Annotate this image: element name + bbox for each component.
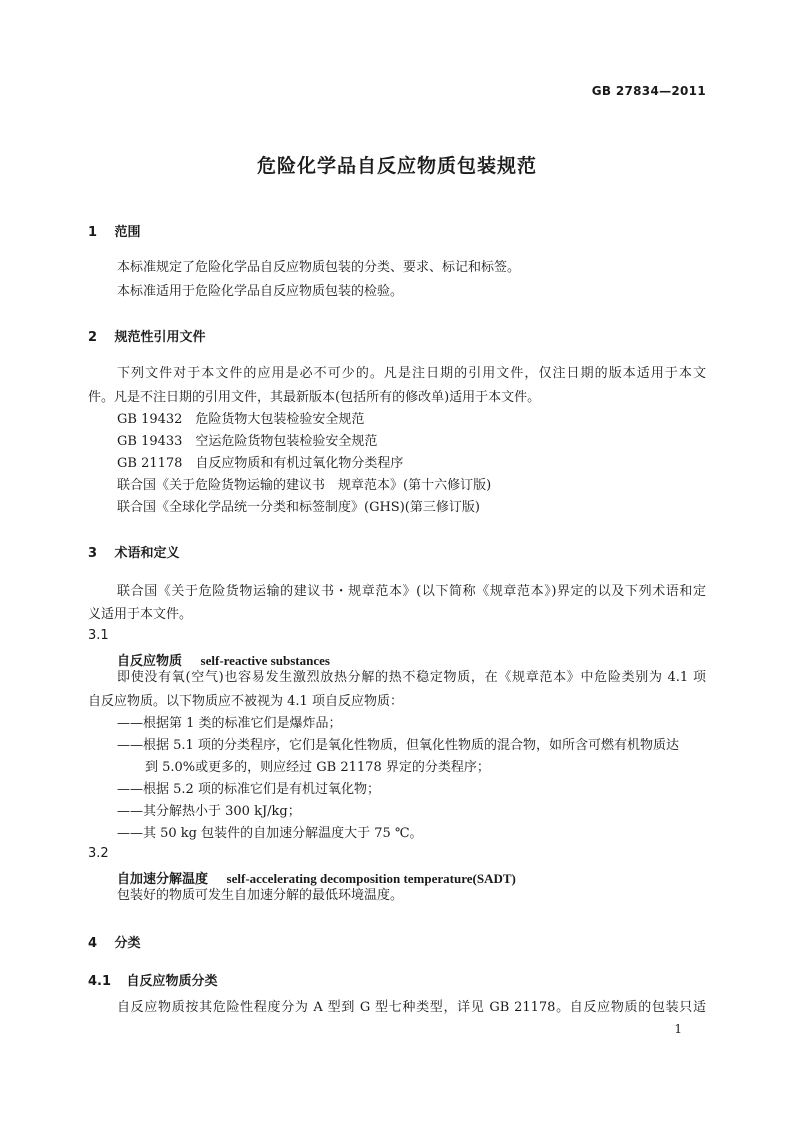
section-number: 2	[88, 330, 98, 345]
section-number: 1	[88, 225, 98, 240]
paragraph: 本标准规定了危险化学品自反应物质包装的分类、要求、标记和标签。	[117, 260, 521, 275]
reference-item: GB 19433 空运危险货物包装检验安全规范	[117, 434, 378, 449]
term-number: 3.2	[88, 846, 109, 861]
list-item: ——根据第 1 类的标准它们是爆炸品；	[117, 716, 342, 731]
standard-code: GB 27834—2011	[591, 84, 706, 98]
paragraph: 本标准适用于危险化学品自反应物质包装的检验。	[117, 284, 404, 299]
paragraph-line: 下列文件对于本文件的应用是必不可少的。凡是注日期的引用文件，仅注日期的版本适用于本文	[117, 366, 706, 381]
section-3-heading	[88, 542, 180, 561]
reference-item: 联合国《关于危险货物运输的建议书 规章范本》(第十六修订版)	[117, 478, 492, 493]
reference-item: 联合国《全球化学品统一分类和标签制度》(GHS)(第三修订版)	[117, 500, 480, 515]
term-heading	[117, 868, 516, 887]
section-title: 规范性引用文件	[114, 330, 206, 345]
list-item: ——根据 5.1 项的分类程序，它们是氧化性物质，但氧化性物质的混合物，如所含可燃有机物质达	[117, 738, 679, 753]
term-number: 3.1	[88, 628, 109, 643]
definition-line: 包装好的物质可发生自加速分解的最低环境温度。	[117, 888, 404, 903]
term-en: self-accelerating decomposition temperature(SADT)	[226, 871, 516, 886]
reference-item: GB 21178 自反应物质和有机过氧化物分类程序	[117, 456, 404, 471]
term-zh: 自加速分解温度	[117, 872, 209, 887]
section-title: 自反应物质分类	[126, 974, 218, 989]
section-2-heading	[88, 326, 206, 345]
paragraph-line: 自反应物质按其危险性程度分为 A 型到 G 型七种类型，详见 GB 21178。自反应物质的包装只适	[117, 1000, 706, 1015]
section-number: 4	[88, 936, 98, 951]
term-heading	[117, 650, 330, 669]
list-item-continuation: 到 5.0%或更多的，则应经过 GB 21178 界定的分类程序；	[145, 760, 490, 775]
subsection-4-1-heading	[88, 970, 218, 989]
section-title: 术语和定义	[114, 546, 180, 561]
term-zh: 自反应物质	[117, 654, 183, 669]
page-number: 1	[674, 1022, 682, 1036]
list-item: ——其 50 kg 包装件的自加速分解温度大于 75 ℃。	[117, 826, 423, 841]
section-title: 范围	[114, 225, 141, 240]
definition-line: 自反应物质。以下物质应不被视为 4.1 项自反应物质：	[88, 694, 403, 709]
definition-line: 即使没有氧(空气)也容易发生激烈放热分解的热不稳定物质，在《规章范本》中危险类别为 4.1 项	[117, 670, 706, 685]
section-title: 分类	[114, 936, 141, 951]
paragraph-line: 联合国《关于危险货物运输的建议书・规章范本》(以下简称《规章范本》)界定的以及下列术语和定	[117, 584, 706, 599]
reference-item: GB 19432 危险货物大包装检验安全规范	[117, 412, 365, 427]
paragraph-line: 义适用于本文件。	[88, 607, 193, 622]
term-en: self-reactive substances	[200, 653, 330, 668]
section-number: 4.1	[88, 974, 112, 989]
section-number: 3	[88, 546, 98, 561]
section-1-heading	[88, 221, 141, 240]
list-item: ——根据 5.2 项的标准它们是有机过氧化物；	[117, 782, 380, 797]
paragraph-line: 件。凡是不注日期的引用文件，其最新版本(包括所有的修改单)适用于本文件。	[88, 390, 541, 405]
list-item: ——其分解热小于 300 kJ/kg；	[117, 804, 301, 819]
section-4-heading	[88, 932, 141, 951]
document-title: 危险化学品自反应物质包装规范	[256, 155, 537, 177]
